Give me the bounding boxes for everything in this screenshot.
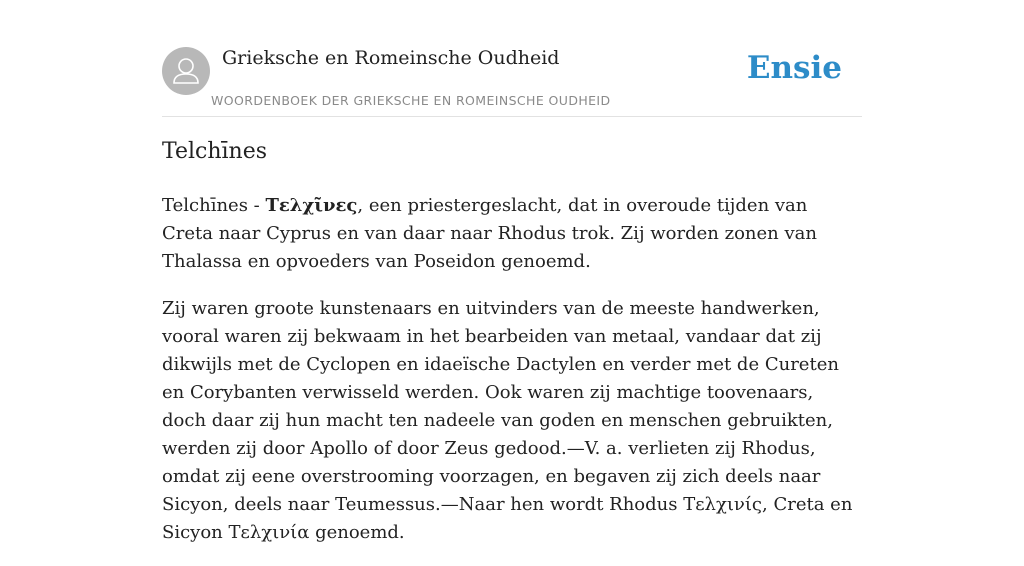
entry-term: Telchīnes - bbox=[162, 195, 266, 216]
ensie-logo[interactable]: Ensie bbox=[746, 50, 842, 86]
user-placeholder-icon[interactable] bbox=[162, 47, 210, 95]
entry-content bbox=[162, 192, 862, 566]
greek-term: Τελχῖνες bbox=[265, 195, 358, 216]
header bbox=[162, 44, 862, 117]
entry-paragraph-text: , een priestergeslacht, dat in overoude tijden van Creta naar Cyprus en van daar naar Rhodus trok. Zij worden zonen van Thalassa en opvoeders van Poseidon genoemd. bbox=[162, 195, 817, 272]
book-subtitle[interactable]: WOORDENBOEK DER GRIEKSCHE EN ROMEINSCHE OUDHEID bbox=[211, 93, 611, 108]
entry-paragraph bbox=[162, 192, 862, 276]
entry-paragraph: Zij waren groote kunstenaars en uitvinders van de meeste handwerken, vooral waren zij bekwaam in het bearbeiden van metaal, vandaar dat zij dikwijls met de Cyclopen en idaeïsche Dactylen en verder met de Cureten en Corybanten verwisseld werden. Ook waren zij machtige toovenaars, doch daar zij hun macht ten nadeele van goden en menschen gebruikten, werden zij door Apollo of door Zeus gedood.—V. a. verlieten zij Rhodus, omdat zij eene overstrooming voorzagen, en begaven zij zich deels naar Sicyon, deels naar Teumessus.—Naar hen wordt Rhodus Τελχινίς, Creta en Sicyon Τελχινία genoemd. bbox=[162, 298, 853, 543]
entry-title: Telchīnes bbox=[162, 139, 268, 164]
book-title[interactable]: Grieksche en Romeinsche Oudheid bbox=[222, 47, 560, 69]
